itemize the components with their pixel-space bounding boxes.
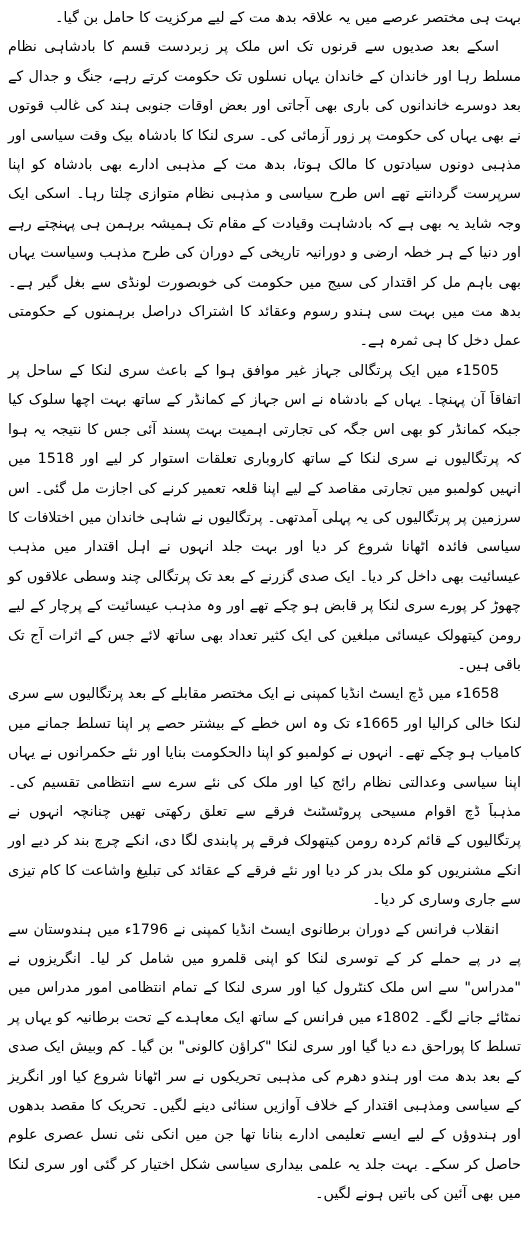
paragraph-british-rule: انقلاب فرانس کے دوران برطانوی ایسٹ انڈیا کمپنی نے 1796ء میں ہندوستان سے پے در پے حملے کر کے توسری لنکا کو اپنی قلمرو میں شامل کر لیا۔ انگریزوں نے "مدراس" سے اس ملک کنٹرول کیا اور سری لنکا کے تمام انتظامی امور مدراس میں نمٹائے جانے لگے۔ 1802ء میں فرانس کے ساتھ ایک معاہدے کے تحت برطانیہ کو یہاں پر تسلط کا پوراحق دے دیا گیا اور سری لنکا "کراؤن کالونی" بن گیا۔ کم وبیش ایک صدی کے بعد بدھ مت اور ہندو دھرم کی مذہبی تحریکوں نے سر اٹھانا شروع کیا اور انگریز کے سیاسی ومذہبی اقتدار کے خلاف آوازیں سنائی دینے لگیں۔ تحریک کا مقصد بدھوں اور ہندوؤں کے لیے ایسے تعلیمی ادارے بنانا تھا جن میں انکی نئی نسل عصری علوم حاصل کر سکے۔ بہت جلد یہ علمی بیداری سیاسی شکل اختیار کر گئی اور سری لنکا میں بھی آئین کی باتیں ہونے لگیں۔: [8, 921, 522, 1203]
paragraph-monarchy-history: اسکے بعد صدیوں سے قرنوں تک اس ملک پر زبردست قسم کا بادشاہی نظام مسلط رہا اور خاندان کے خاندان یہاں نسلوں تک حکومت کرتے رہے، جنگ و جدال کے بعد دوسرے خاندانوں کی باری بھی آجاتی اور بعض اوقات جنوبی ہند کی غالب قوتوں نے بھی یہاں کی حکومت پر زور آزمائی کی۔ سری لنکا کا بادشاہ بیک وقت سیاسی اور مذہبی دونوں سیادتوں کا مالک ہوتا، بدھ مت کے مذہبی ادارے بھی بادشاہ کو اپنا سرپرست گردانتے تھے اس طرح سیاسی و مذہبی نظام متوازی چلتا رہا۔ اسکی ایک وجہ شاید یہ بھی ہے کہ بادشاہت وقیادت کے مقام تک ہمیشہ برہمن ہی پہنچتے رہے اور دنیا کے ہر خطہ ارضی و دورانیہ تاریخی کے دوران کی طرح مذہب وسیاست یہاں بھی باہم مل کر اقتدار کی سیج میں حکومت کی خوبصورت لونڈی سے بغل گیر ہے۔ بدھ مت میں بہت سی ہندو رسوم وعقائد کا اشتراک دراصل برہمنوں کے حکومتی عمل دخل کا ہی ثمرہ ہے۔: [8, 39, 521, 350]
paragraph-dutch-rule: 1658ء میں ڈچ ایسٹ انڈیا کمپنی نے ایک مختصر مقابلے کے بعد پرتگالیوں سے سری لنکا خالی کرالیا اور 1665ء تک وہ اس خطے کے بیشتر حصے پر اپنا تسلط جمانے میں کامیاب ہو چکے تھے۔ انہوں نے کولمبو کو اپنا دالحکومت بنایا اور نئے حکمرانوں نے یہاں اپنا سیاسی وعدالتی نظام رائج کیا اور ملک کی نئے سرے سے انتظامی تقسیم کی۔ مذہباََ ڈچ اقوام مسیحی پروٹسٹنٹ فرقے سے تعلق رکھتی تھیں چنانچہ انہوں نے پرتگالیوں کے قائم کردہ رومن کیتھولک فرقے پر پابندی لگا دی، انکے چرچ بند کر دیے اور انکے مشنریوں کو ملک بدر کر دیا اور نئے فرقے کے عقائد کی تبلیغ واشاعت کا کام تیزی سے جاری وساری کر دیا۔: [8, 686, 521, 909]
paragraph-buddhism-center: بہت ہی مختصر عرصے میں یہ علاقہ بدھ مت کے لیے مرکزیت کا حامل بن گیا۔: [55, 10, 521, 26]
paragraph-portuguese-arrival: 1505ء میں ایک پرتگالی جہاز غیر موافق ہوا کے باعث سری لنکا کے ساحل پر اتفاقاََ آن پہنچا۔ یہاں کے بادشاہ نے اس جہاز کے کمانڈر کے ساتھ بہت اچھا سلوک کیا جبکہ کمانڈر کو بھی اس جگہ کی تجارتی اہمیت بہت پسند آئی جس کا نتیجہ یہ ہوا کہ پرتگالیوں نے سری لنکا کے ساتھ کاروباری تعلقات استوار کر لیے اور 1518 میں انہیں کولمبو میں تجارتی مقاصد کے لیے اپنا قلعہ تعمیر کرنے کی اجازت مل گئی۔ اس سرزمین پر پرتگالیوں کی یہ پہلی آمدتھی۔ پرتگالیوں نے شاہی خاندان میں اختلافات کا سیاسی فائدہ اٹھانا شروع کر دیا اور بہت جلد انہوں نے اہل اقتدار میں مذہب عیسائیت بھی داخل کر دیا۔ ایک صدی گزرنے کے بعد تک پرتگالی چند وسطی علاقوں کو چھوڑ کر پورے سری لنکا پر قابض ہو چکے تھے اور وہ مذہب عیسائیت کے پرچار کے لیے رومن کیتھولک عیسائی مبلغین کی ایک کثیر تعداد بھی ساتھ لائے جس کے اثرات آج تک باقی ہیں۔: [8, 362, 521, 673]
